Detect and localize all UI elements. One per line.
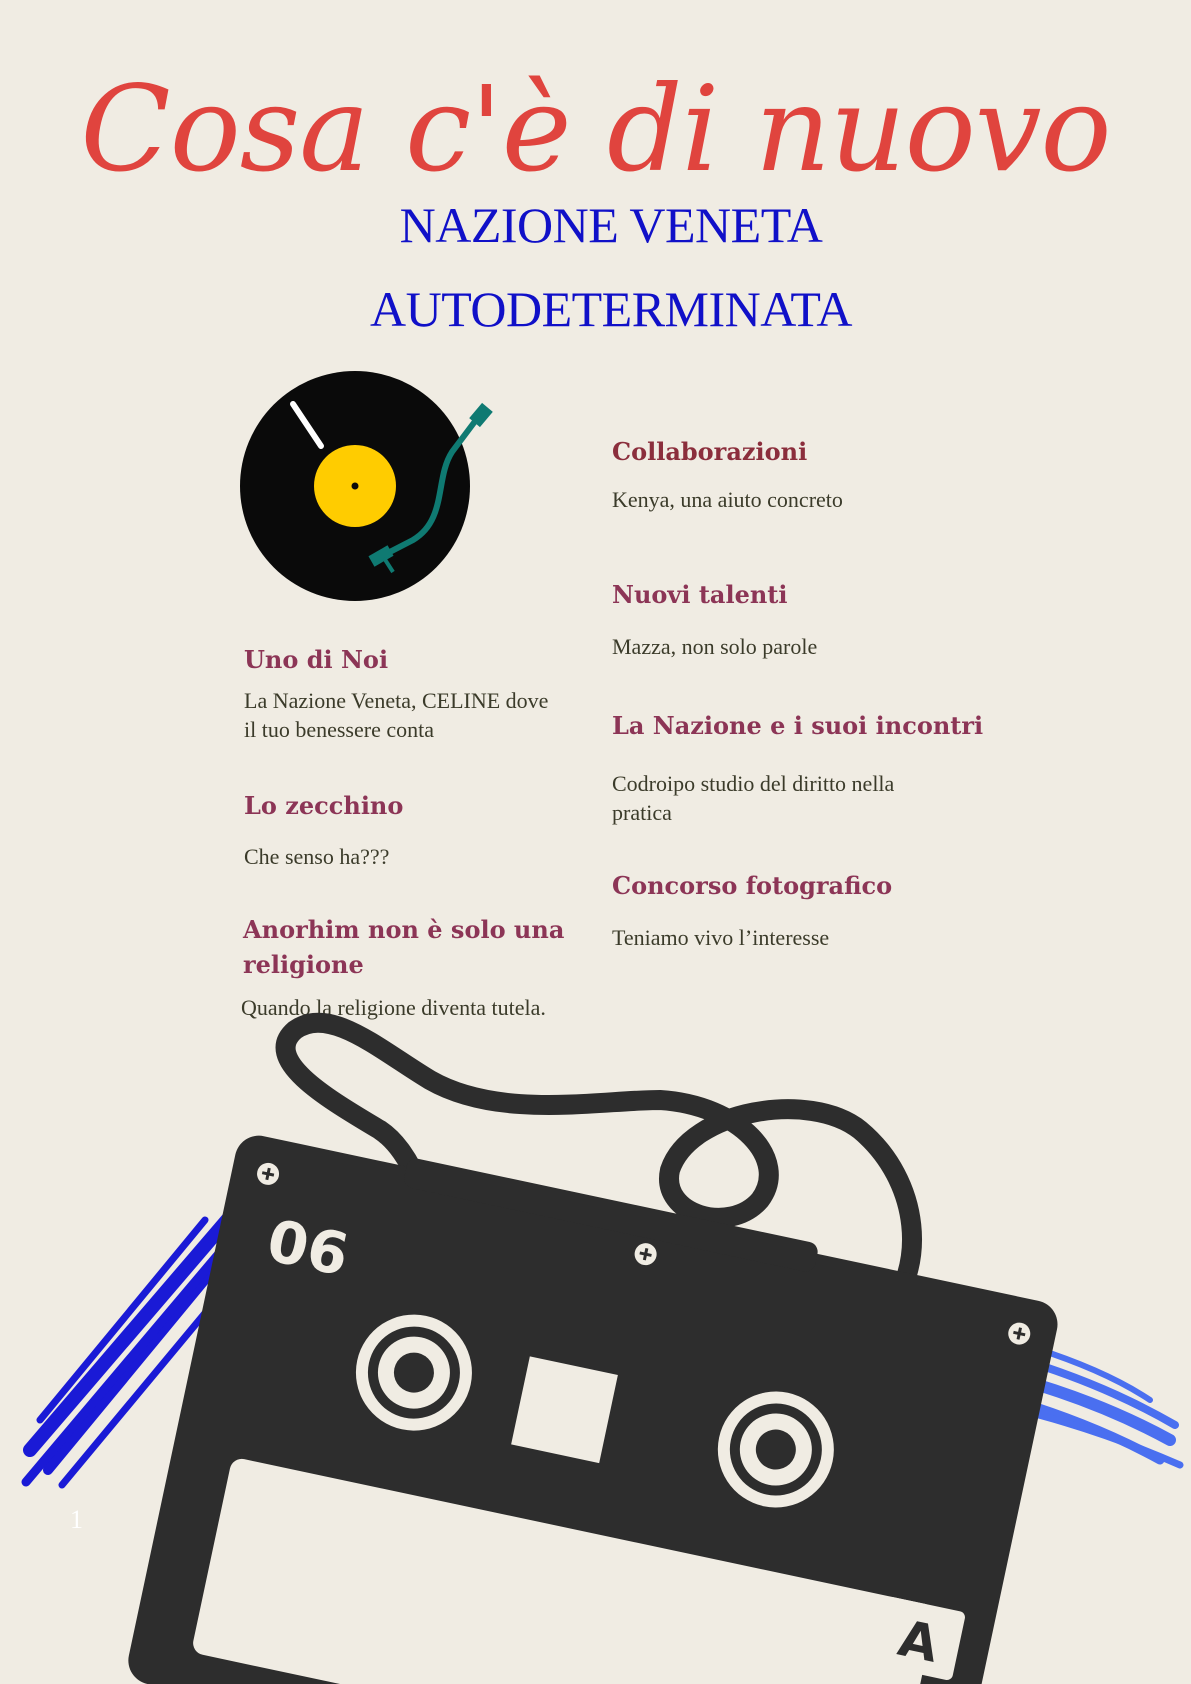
text-uno-di-noi-line2: il tuo benessere conta — [244, 717, 434, 742]
text-incontri-line1: Codroipo studio del diritto nella — [612, 771, 895, 796]
heading-collaborazioni: Collaborazioni — [612, 437, 808, 466]
text-lo-zecchino: Che senso ha??? — [244, 844, 390, 869]
heading-uno-di-noi: Uno di Noi — [244, 645, 389, 674]
text-uno-di-noi-line1: La Nazione Veneta, CELINE dove — [244, 688, 549, 713]
heading-la-nazione-incontri: La Nazione e i suoi incontri — [612, 711, 984, 740]
cassette-side-letter: A — [893, 1608, 944, 1674]
text-anorhim: Quando la religione diventa tutela. — [241, 995, 546, 1020]
heading-nuovi-talenti: Nuovi talenti — [612, 580, 788, 609]
cassette-tape-icon — [0, 1010, 1191, 1684]
heading-concorso-fotografico: Concorso fotografico — [612, 871, 893, 900]
heading-lo-zecchino: Lo zecchino — [244, 791, 404, 820]
text-concorso-fotografico: Teniamo vivo l’interesse — [612, 925, 830, 950]
heading-anorhim-line1: Anorhim non è solo una — [243, 915, 565, 944]
heading-anorhim-line2: religione — [243, 950, 364, 979]
text-incontri-line2: pratica — [612, 800, 672, 825]
page-title: Cosa c'è di nuovo — [80, 60, 1111, 198]
vinyl-record-icon — [235, 360, 505, 610]
page-number: 1 — [70, 1505, 83, 1534]
text-collaborazioni: Kenya, una aiuto concreto — [612, 487, 843, 512]
cassette-label-number: 06 — [261, 1206, 355, 1290]
text-nuovi-talenti: Mazza, non solo parole — [612, 634, 818, 659]
subtitle-line-2: AUTODETERMINATA — [370, 281, 852, 337]
subtitle-line-1: NAZIONE VENETA — [399, 197, 823, 253]
